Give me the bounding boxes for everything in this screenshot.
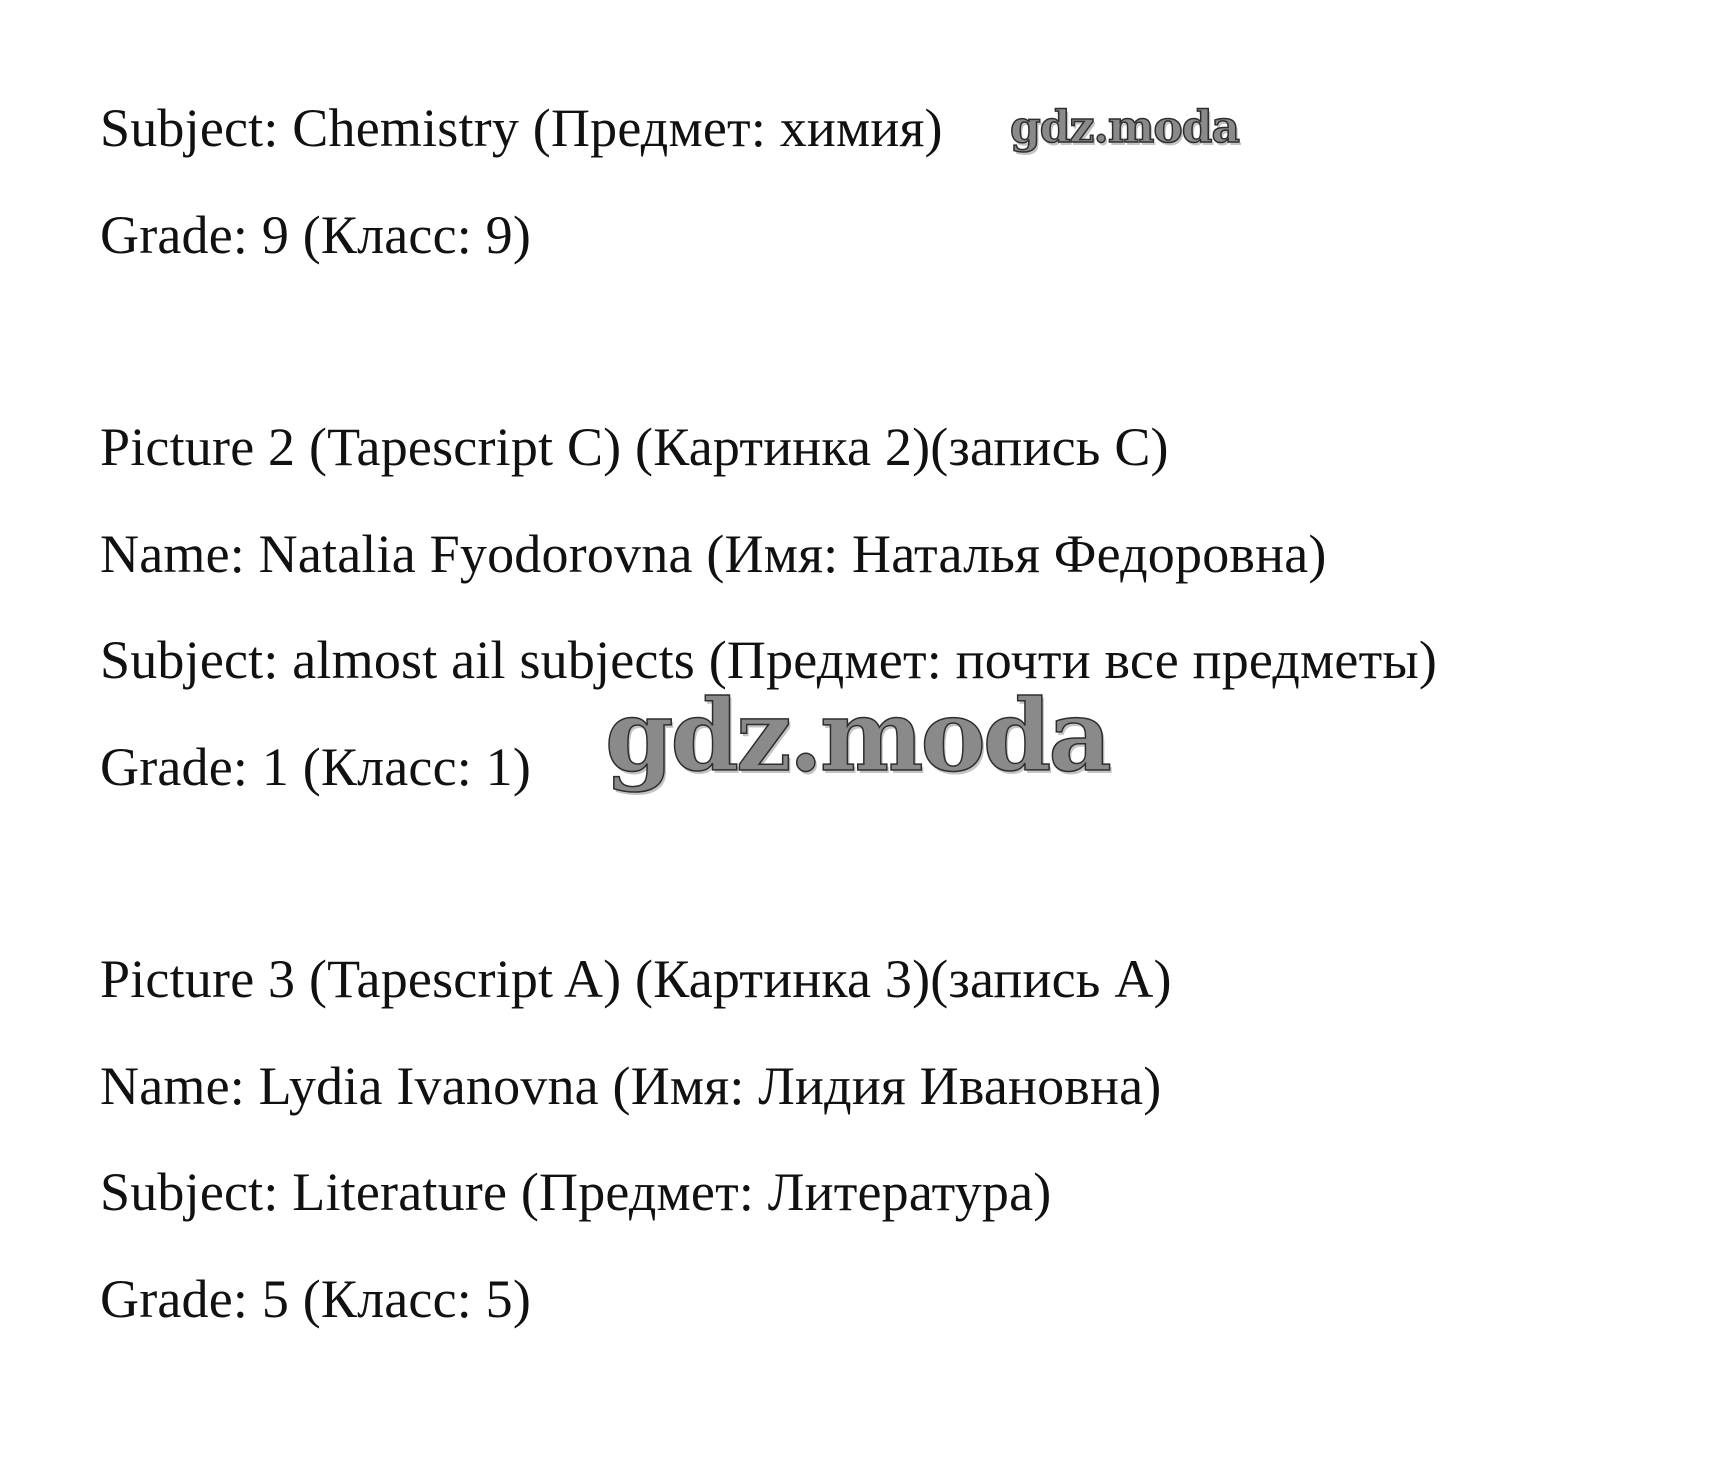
watermark-large: gdz.moda	[605, 679, 1109, 794]
watermark-small: gdz.moda	[1010, 102, 1240, 153]
subject-line-3: Subject: Literature (Предмет: Литература)	[100, 1162, 1052, 1222]
grade-line-3: Grade: 5 (Класс: 5)	[100, 1269, 532, 1329]
grade-line-1: Grade: 9 (Класс: 9)	[100, 205, 532, 265]
name-line-2: Name: Natalia Fyodorovna (Имя: Наталья Федоровна)	[100, 524, 1327, 584]
name-line-3: Name: Lydia Ivanovna (Имя: Лидия Ивановна)	[100, 1056, 1162, 1116]
grade-line-2: Grade: 1 (Класс: 1)	[100, 737, 532, 797]
subject-line-1: Subject: Chemistry (Предмет: химия)	[100, 98, 943, 158]
picture-3-heading: Picture 3 (Tapescript A) (Картинка 3)(запись A)	[100, 949, 1172, 1009]
subject-line-2: Subject: almost ail subjects (Предмет: почти все предметы)	[100, 630, 1438, 690]
picture-2-heading: Picture 2 (Tapescript C) (Картинка 2)(запись C)	[100, 417, 1169, 477]
